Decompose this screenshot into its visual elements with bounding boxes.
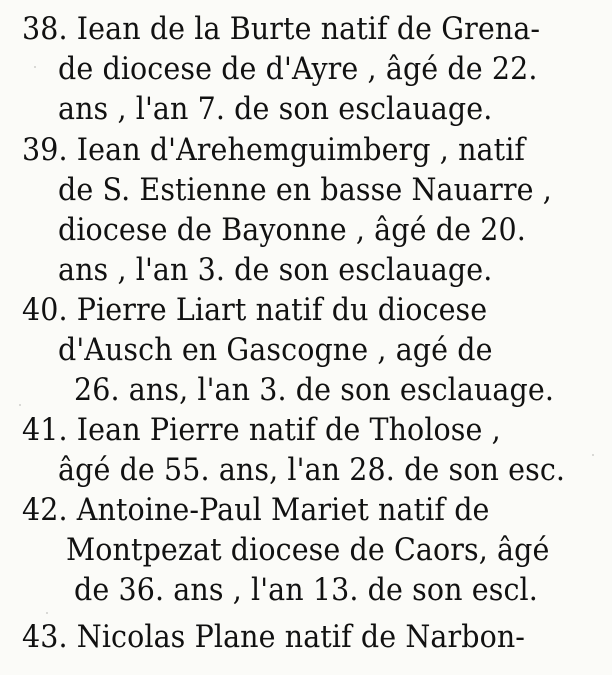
text-line: 43. Nicolas Plane natif de Narbon- — [22, 619, 526, 655]
text-line: 41. Iean Pierre natif de Tholose , — [22, 412, 501, 448]
text-line: 40. Pierre Liart natif du diocese — [22, 292, 488, 328]
text-line: Montpezat diocese de Caors, âgé — [66, 532, 550, 568]
text-line: 39. Iean d'Arehemguimberg , natif — [22, 132, 526, 168]
text-line: d'Ausch en Gascogne , agé de — [58, 332, 493, 368]
text-line: âgé de 55. ans, l'an 28. de son esc. — [58, 452, 566, 488]
text-line: 38. Iean de la Burte natif de Grena- — [22, 11, 541, 47]
print-speck — [46, 612, 48, 614]
print-speck — [19, 404, 21, 406]
text-line: de 36. ans , l'an 13. de son escl. — [74, 572, 538, 608]
text-line: de diocese de d'Ayre , âgé de 22. — [58, 51, 538, 87]
text-line: 26. ans, l'an 3. de son esclauage. — [74, 372, 554, 408]
print-speck — [592, 454, 594, 456]
text-line: 42. Antoine-Paul Mariet natif de — [22, 492, 490, 528]
text-line: ans , l'an 7. de son esclauage. — [58, 91, 493, 127]
text-line: ans , l'an 3. de son esclauage. — [58, 252, 493, 288]
text-line: diocese de Bayonne , âgé de 20. — [58, 212, 526, 248]
print-speck — [34, 66, 36, 68]
text-line: de S. Estienne en basse Nauarre , — [58, 172, 552, 208]
